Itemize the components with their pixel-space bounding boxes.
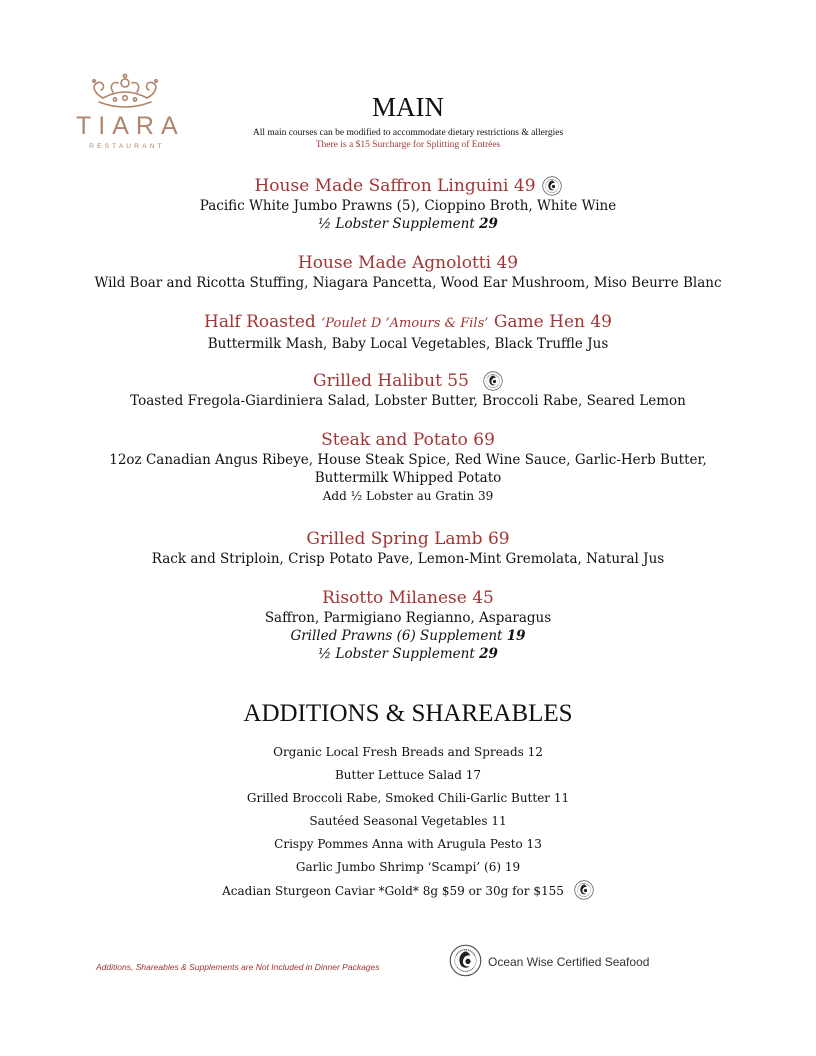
menu-item: [40, 429, 776, 505]
menu-item: [40, 370, 776, 410]
addition-item: Garlic Jumbo Shrimp ‘Scampi’ (6) 19: [295, 860, 521, 874]
ocean-wise-icon: [542, 176, 562, 196]
packages-note: Additions, Shareables & Supplements are Not Included in Dinner Packages: [96, 962, 380, 972]
menu-item: [40, 311, 776, 353]
addition-item: Butter Lettuce Salad 17: [334, 768, 482, 782]
page-title: MAIN: [372, 92, 444, 122]
dish-description-cont: Buttermilk Whipped Potato: [314, 470, 502, 486]
dish-name: Grilled Halibut 55: [40, 370, 776, 392]
ocean-wise-label: Ocean Wise Certified Seafood: [488, 955, 650, 969]
dish-supplement: ½ Lobster Supplement 29: [318, 216, 498, 232]
dish-description: Rack and Striploin, Crisp Potato Pave, Lemon-Mint Gremolata, Natural Jus: [151, 551, 665, 567]
additions-title: ADDITIONS & SHAREABLES: [243, 700, 573, 727]
dish-addon: Add ½ Lobster au Gratin 39: [322, 489, 494, 503]
dish-supplement: ½ Lobster Supplement 29: [318, 646, 498, 662]
menu-item: [40, 252, 776, 292]
dish-description: Saffron, Parmigiano Regianno, Asparagus: [264, 610, 552, 626]
dish-name: Risotto Milanese 45: [322, 588, 494, 608]
surcharge-note: There is a $15 Surcharge for Splitting of Entrées: [315, 140, 501, 150]
dish-description: Wild Boar and Ricotta Stuffing, Niagara Pancetta, Wood Ear Mushroom, Miso Beurre Blanc: [94, 275, 722, 291]
dish-description: Toasted Fregola-Giardiniera Salad, Lobster Butter, Broccoli Rabe, Seared Lemon: [130, 393, 686, 409]
menu-item: [40, 587, 776, 663]
brand-name: TIARA: [76, 112, 185, 140]
additions-list: [0, 742, 816, 903]
addition-item: Organic Local Fresh Breads and Spreads 12: [273, 745, 543, 759]
menu-item: [40, 175, 776, 233]
menu-item: [40, 528, 776, 568]
dish-description: Pacific White Jumbo Prawns (5), Cioppino Broth, White Wine: [199, 198, 617, 214]
addition-item-row: [0, 880, 816, 903]
dish-name: Steak and Potato 69: [321, 430, 495, 450]
ocean-wise-icon: [449, 944, 482, 977]
addition-item: Grilled Broccoli Rabe, Smoked Chili-Garlic Butter 11: [246, 791, 570, 805]
dish-description: Buttermilk Mash, Baby Local Vegetables, Black Truffle Jus: [207, 336, 609, 352]
dish-supplement: Grilled Prawns (6) Supplement 19: [290, 628, 526, 644]
dish-description: 12oz Canadian Angus Ribeye, House Steak Spice, Red Wine Sauce, Garlic-Herb Butter,: [109, 452, 707, 468]
addition-item: Acadian Sturgeon Caviar *Gold* 8g $59 or 30g for $155: [222, 884, 564, 898]
addition-item: Sautéed Seasonal Vegetables 11: [309, 814, 507, 828]
dish-name: House Made Agnolotti 49: [297, 253, 519, 273]
dish-name: Half Roasted ‘Poulet D ’Amours & Fils’ Game Hen 49: [204, 312, 612, 332]
brand-subtitle: RESTAURANT: [89, 143, 165, 150]
addition-item: Crispy Pommes Anna with Arugula Pesto 13: [274, 837, 542, 851]
ocean-wise-icon: [574, 880, 594, 900]
ocean-wise-icon: [483, 371, 503, 391]
dish-name: Grilled Spring Lamb 69: [306, 529, 510, 549]
dietary-note: All main courses can be modified to accommodate dietary restrictions & allergies: [252, 128, 564, 138]
dish-name: House Made Saffron Linguini 49: [40, 175, 776, 197]
